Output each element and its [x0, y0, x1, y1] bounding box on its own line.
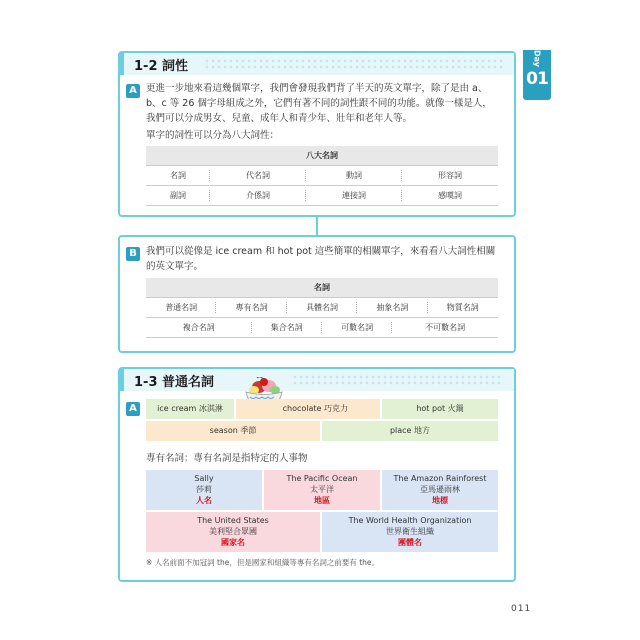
proper-noun-zh: 世界衛生組織 — [386, 527, 434, 536]
header-dots — [204, 58, 504, 70]
table-cell: 名詞 — [146, 166, 210, 186]
proper-noun-tag: 團體名 — [398, 538, 422, 547]
proper-noun-tag: 地區 — [314, 496, 330, 505]
paragraph-line: b、c 等 26 個字母組成之外，它們有著不同的詞性跟不同的功能。就像一樣是人， — [146, 98, 492, 109]
section-1-2-header — [120, 53, 514, 75]
common-noun-cell — [236, 399, 380, 419]
proper-noun-en: The Pacific Ocean — [286, 474, 358, 483]
card-connector — [316, 217, 318, 235]
proper-noun-zh: 亞馬遜雨林 — [420, 485, 460, 494]
cell-text: hot pot 火鍋 — [416, 404, 464, 413]
table-row — [146, 186, 498, 206]
table-cell: 物質名詞 — [428, 298, 498, 318]
section-1-3-badge: A — [126, 402, 140, 416]
proper-noun-tag: 國家名 — [221, 538, 245, 547]
proper-noun-cell — [146, 512, 320, 552]
proper-noun-tag: 地標 — [432, 496, 448, 505]
table-cell: 不可數名詞 — [392, 318, 498, 338]
noun-types-table — [146, 278, 498, 338]
paragraph-line: 我們可以從像是 ice cream 和 hot pot 這些簡單的相關單字，來看看八大詞性相關 — [146, 246, 496, 257]
table-row — [146, 166, 498, 186]
table-header: 名詞 — [146, 278, 498, 298]
table-header: 八大名詞 — [146, 146, 498, 166]
table-cell: 感嘆詞 — [402, 186, 498, 206]
parts-of-speech-intro: 單字的詞性可以分為八大詞性： — [146, 130, 280, 141]
table-cell: 集合名詞 — [252, 318, 322, 338]
cell-text: chocolate 巧克力 — [282, 404, 348, 413]
common-noun-cell — [146, 421, 320, 441]
proper-noun-en: The World Health Organization — [348, 516, 472, 525]
paragraph-line: 的英文單字。 — [146, 261, 204, 272]
header-dots — [292, 374, 504, 386]
cell-text: ice cream 冰淇淋 — [157, 404, 223, 413]
table-cell: 具體名詞 — [287, 298, 357, 318]
common-noun-cell — [382, 399, 498, 419]
table-cell: 動詞 — [306, 166, 402, 186]
day-tab — [523, 50, 551, 100]
proper-noun-intro: 專有名詞：專有名詞是指特定的人事物 — [146, 453, 308, 464]
page-number: 011 — [511, 604, 532, 614]
proper-noun-cell — [146, 470, 262, 510]
table-cell: 形容詞 — [402, 166, 498, 186]
footnote: ※ 人名前面不加冠詞 the，但是國家和組織等專有名詞之前要有 the。 — [146, 558, 380, 567]
day-word: Day — [532, 49, 542, 67]
block-a-paragraph — [146, 81, 511, 126]
cell-text: season 季節 — [209, 426, 257, 435]
day-number: 01 — [526, 69, 548, 89]
block-a-badge: A — [126, 84, 140, 98]
table-cell: 抽象名詞 — [357, 298, 427, 318]
table-row — [146, 298, 498, 318]
paragraph-line: 我們可以分成男女、兒童、成年人和青少年、壯年和老年人等。 — [146, 113, 413, 124]
table-cell: 專有名詞 — [216, 298, 286, 318]
proper-noun-en: The Amazon Rainforest — [393, 474, 487, 483]
proper-noun-zh: 莎莉 — [196, 485, 212, 494]
section-1-3-title: 1-3 普通名詞 — [134, 375, 215, 390]
proper-noun-zh: 太平洋 — [310, 485, 334, 494]
proper-noun-tag: 人名 — [196, 496, 212, 505]
paragraph-line: 更進一步地來看這幾個單字，我們會發現我們背了半天的英文單字，除了是由 a、 — [146, 83, 488, 94]
table-cell: 普通名詞 — [146, 298, 216, 318]
common-noun-cell — [146, 399, 234, 419]
proper-noun-en: The United States — [197, 516, 269, 525]
common-noun-cell — [322, 421, 498, 441]
table-cell: 複合名詞 — [146, 318, 252, 338]
proper-noun-cell — [322, 512, 498, 552]
table-cell: 副詞 — [146, 186, 210, 206]
proper-noun-cell — [264, 470, 380, 510]
table-cell: 連接詞 — [306, 186, 402, 206]
proper-noun-cell — [382, 470, 498, 510]
cell-text: place 地方 — [389, 426, 431, 435]
table-cell: 介係詞 — [210, 186, 306, 206]
table-cell: 代名詞 — [210, 166, 306, 186]
block-b-badge: B — [126, 247, 140, 261]
table-row — [146, 318, 498, 338]
table-cell: 可數名詞 — [322, 318, 392, 338]
section-1-2-title: 1-2 詞性 — [134, 59, 189, 74]
proper-noun-zh: 美利堅合眾國 — [209, 527, 257, 536]
eight-parts-table — [146, 146, 498, 206]
block-b-paragraph — [146, 244, 511, 274]
proper-noun-en: Sally — [194, 474, 214, 483]
section-1-3-header — [120, 369, 514, 391]
